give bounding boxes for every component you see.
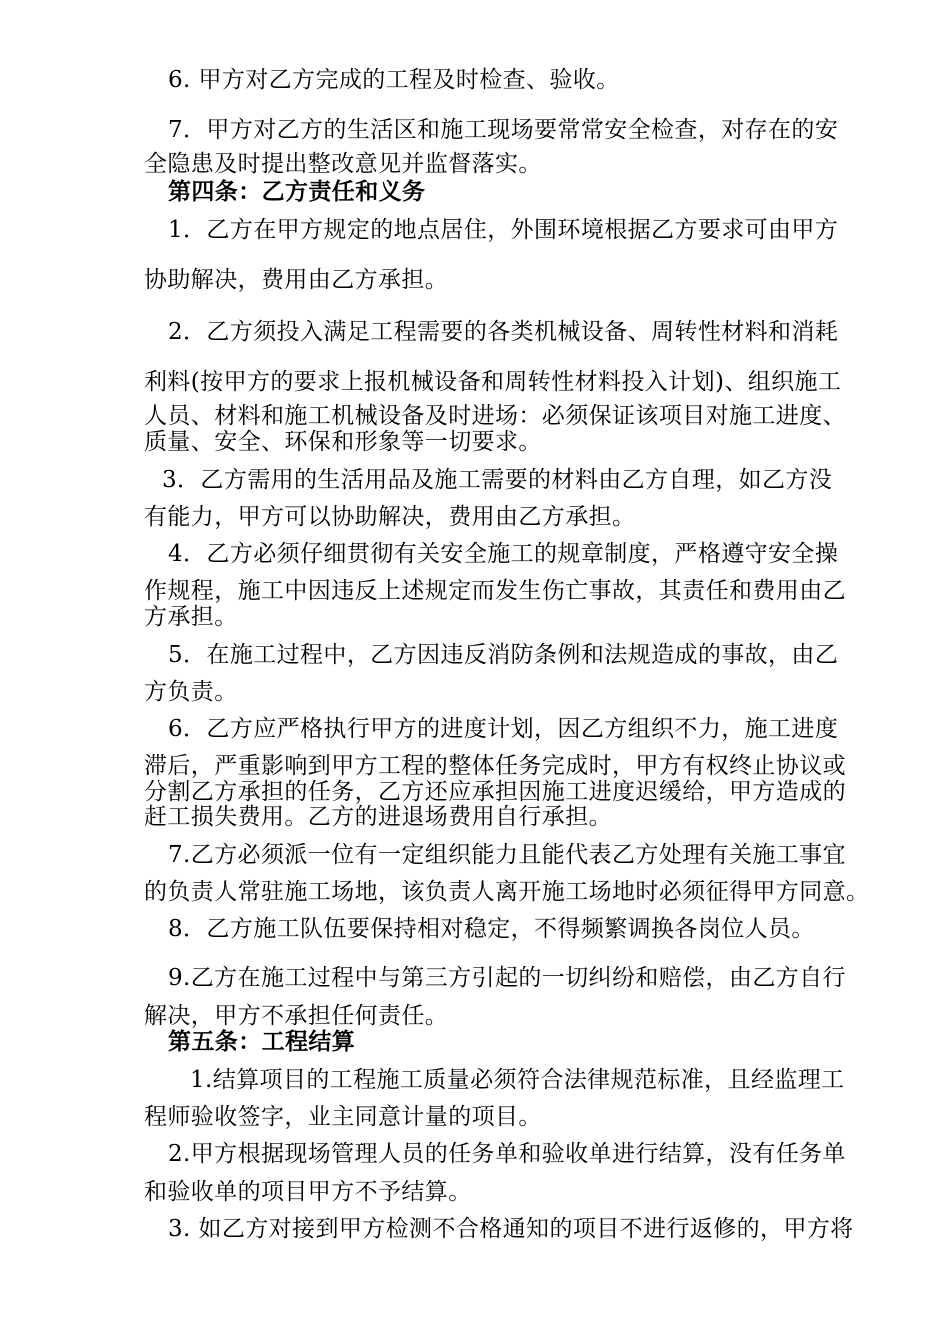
text-line: 程师验收签字，业主同意计量的项目。: [144, 1104, 542, 1130]
text-line: 6．乙方应严格执行甲方的进度计划，因乙方组织不力，施工进度: [168, 716, 839, 742]
text-line: 协助解决，费用由乙方承担。: [144, 267, 449, 293]
text-line: 方承担。: [144, 604, 238, 630]
text-line: 5．在施工过程中，乙方因违反消防条例和法规造成的事故，由乙: [168, 642, 839, 668]
text-line: 2．乙方须投入满足工程需要的各类机械设备、周转性材料和消耗: [168, 319, 839, 345]
text-line: 1．乙方在甲方规定的地点居住，外围环境根据乙方要求可由甲方: [168, 217, 839, 243]
text-line: 7．甲方对乙方的生活区和施工现场要常常安全检查，对存在的安: [168, 117, 839, 143]
text-line: 的负责人常驻施工场地，该负责人离开施工场地时必须征得甲方同意。: [144, 879, 870, 905]
text-line: 2.甲方根据现场管理人员的任务单和验收单进行结算，没有任务单: [168, 1141, 846, 1167]
text-line: 6. 甲方对乙方完成的工程及时检查、验收。: [168, 67, 620, 93]
text-line: 1.结算项目的工程施工质量必须符合法律规范标准，且经监理工: [190, 1067, 845, 1093]
text-line: 3．乙方需用的生活用品及施工需要的材料由乙方自理，如乙方没: [162, 467, 833, 493]
text-line: 人员、材料和施工机械设备及时进场：必须保证该项目对施工进度、: [144, 403, 846, 429]
text-line: 利料(按甲方的要求上报机械设备和周转性材料投入计划)、组织施工: [144, 369, 842, 395]
text-line: 3. 如乙方对接到甲方检测不合格通知的项目不进行返修的，甲方将: [168, 1216, 854, 1242]
text-line: 方负责。: [144, 679, 238, 705]
section-heading: 第四条：乙方责任和义务: [168, 178, 426, 205]
text-line: 7.乙方必须派一位有一定组织能力且能代表乙方处理有关施工事宜: [168, 842, 846, 868]
text-line: 作规程，施工中因违反上述规定而发生伤亡事故，其责任和费用由乙: [144, 578, 846, 604]
text-line: 9.乙方在施工过程中与第三方引起的一切纠纷和赔偿，由乙方自行: [168, 965, 846, 991]
text-line: 全隐患及时提出整改意见并监督落实。: [144, 151, 542, 177]
text-line: 质量、安全、环保和形象等一切要求。: [144, 429, 542, 455]
text-line: 赶工损失费用。乙方的进退场费用自行承担。: [144, 804, 612, 830]
text-line: 有能力，甲方可以协助解决，费用由乙方承担。: [144, 504, 636, 530]
text-line: 滞后，严重影响到甲方工程的整体任务完成时，甲方有权终止协议或: [144, 753, 846, 779]
text-line: 4．乙方必须仔细贯彻有关安全施工的规章制度，严格遵守安全操: [168, 541, 839, 567]
text-line: 解决，甲方不承担任何责任。: [144, 1003, 449, 1029]
text-line: 和验收单的项目甲方不予结算。: [144, 1179, 472, 1205]
text-line: 8．乙方施工队伍要保持相对稳定，不得频繁调换各岗位人员。: [168, 916, 815, 942]
text-line: 分割乙方承担的任务，乙方还应承担因施工进度迟缓给，甲方造成的: [144, 779, 846, 805]
section-heading: 第五条：工程结算: [168, 1028, 356, 1055]
